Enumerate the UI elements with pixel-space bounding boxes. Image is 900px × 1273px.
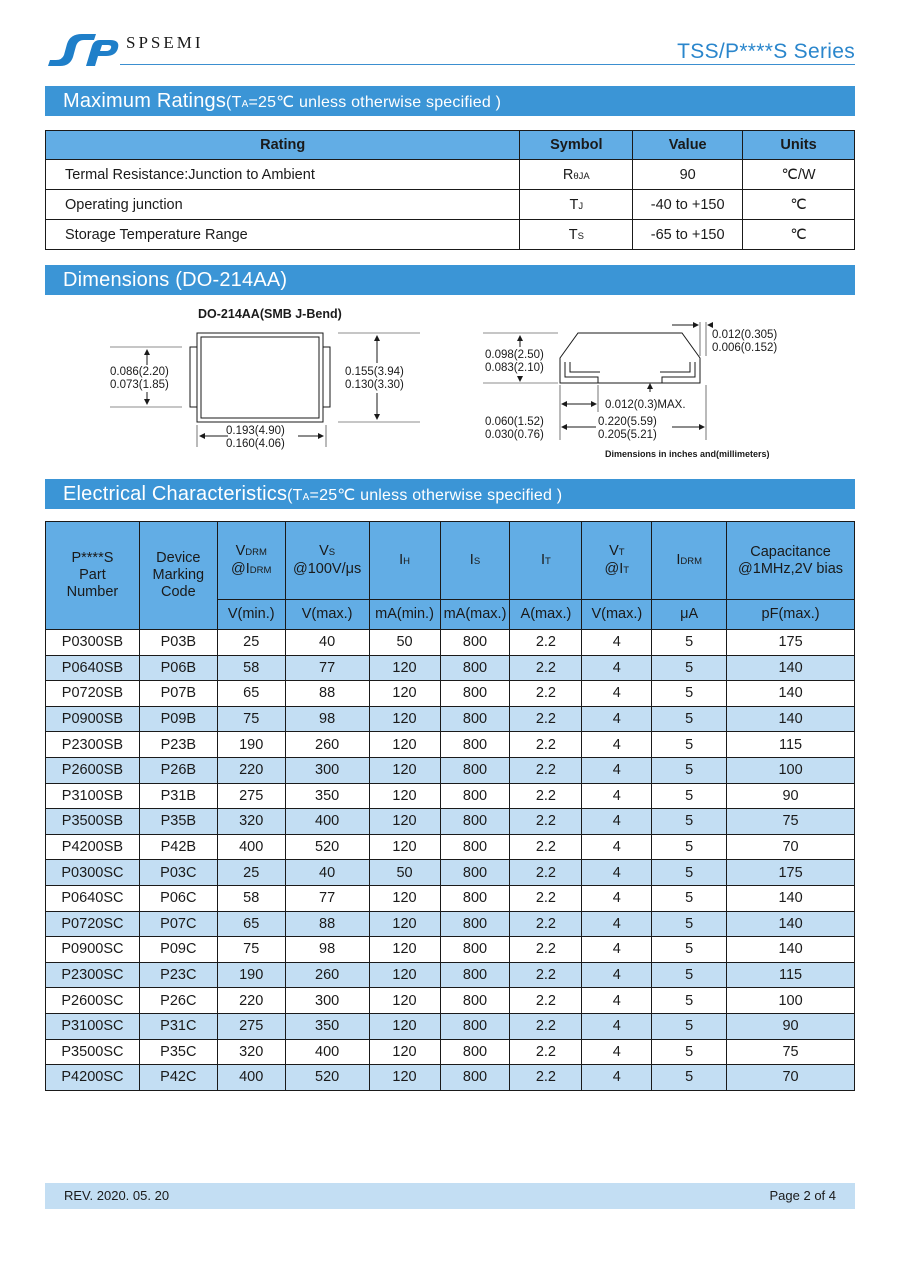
dim-width: 0.155(3.94): [345, 366, 404, 378]
col-vdrm: VDRM @IDRM: [217, 522, 285, 600]
vs-value: 520: [285, 1065, 369, 1091]
capacitance-value: 140: [727, 911, 855, 937]
is-value: 800: [440, 834, 510, 860]
ih-value: 120: [369, 937, 440, 963]
electrical-table-body: [46, 630, 855, 1091]
it-value: 2.2: [510, 911, 582, 937]
idrm-value: 5: [652, 1039, 727, 1065]
package-label: DO-214AA(SMB J-Bend): [198, 307, 342, 321]
unit-cell: V(max.): [582, 600, 652, 630]
is-value: 800: [440, 809, 510, 835]
spsemi-logo: [46, 32, 130, 68]
it-value: 2.2: [510, 937, 582, 963]
vs-value: 88: [285, 681, 369, 707]
is-value: 800: [440, 630, 510, 656]
vdrm-value: 275: [217, 1013, 285, 1039]
part-number: P0640SB: [46, 655, 140, 681]
vdrm-value: 75: [217, 937, 285, 963]
vt-value: 4: [582, 834, 652, 860]
vt-value: 4: [582, 1065, 652, 1091]
is-value: 800: [440, 1013, 510, 1039]
rating-symbol: RθJA: [520, 160, 633, 190]
max-ratings-header: [45, 86, 855, 116]
marking-code: P26B: [139, 757, 217, 783]
table-row: [46, 1039, 855, 1065]
idrm-value: 5: [652, 655, 727, 681]
part-number: P0900SC: [46, 937, 140, 963]
marking-code: P42B: [139, 834, 217, 860]
idrm-value: 5: [652, 937, 727, 963]
unit-cell: mA(min.): [369, 600, 440, 630]
is-value: 800: [440, 757, 510, 783]
vs-value: 400: [285, 1039, 369, 1065]
dim-length: 0.193(4.90): [226, 425, 285, 437]
part-number: P0720SC: [46, 911, 140, 937]
ih-value: 120: [369, 732, 440, 758]
revision-label: REV. 2020. 05. 20: [64, 1188, 170, 1203]
dim-lead-thickness: 0.012(0.305): [712, 329, 778, 341]
ih-value: 120: [369, 885, 440, 911]
vdrm-value: 220: [217, 988, 285, 1014]
marking-code: P03B: [139, 630, 217, 656]
rating-unit: ℃/W: [743, 160, 855, 190]
is-value: 800: [440, 732, 510, 758]
it-value: 2.2: [510, 1013, 582, 1039]
vt-value: 4: [582, 937, 652, 963]
vt-value: 4: [582, 630, 652, 656]
vt-value: 4: [582, 988, 652, 1014]
vs-value: 350: [285, 1013, 369, 1039]
rating-value: -40 to +150: [633, 190, 743, 220]
vt-value: 4: [582, 860, 652, 886]
table-row: [46, 1065, 855, 1091]
vdrm-value: 25: [217, 860, 285, 886]
max-ratings-title: Maximum Ratings: [63, 90, 227, 112]
marking-code: P09B: [139, 706, 217, 732]
dim-lead-thickness-min: 0.006(0.152): [712, 342, 778, 354]
dim-max: 0.012(0.3)MAX.: [605, 399, 686, 411]
rating-name: Termal Resistance:Junction to Ambient: [46, 160, 520, 190]
vdrm-value: 58: [217, 655, 285, 681]
vdrm-value: 275: [217, 783, 285, 809]
col-is: IS: [440, 522, 510, 600]
rating-name: Operating junction: [46, 190, 520, 220]
marking-code: P26C: [139, 988, 217, 1014]
capacitance-value: 90: [727, 783, 855, 809]
vs-value: 98: [285, 937, 369, 963]
idrm-value: 5: [652, 885, 727, 911]
page-footer: [45, 1183, 855, 1209]
ih-value: 120: [369, 1065, 440, 1091]
dim-total-min: 0.205(5.21): [598, 429, 657, 441]
idrm-value: 5: [652, 911, 727, 937]
vt-value: 4: [582, 809, 652, 835]
col-it: IT: [510, 522, 582, 600]
ih-value: 120: [369, 911, 440, 937]
ih-value: 120: [369, 962, 440, 988]
ih-value: 120: [369, 783, 440, 809]
ih-value: 120: [369, 988, 440, 1014]
vdrm-value: 400: [217, 1065, 285, 1091]
rating-unit: ℃: [743, 220, 855, 250]
idrm-value: 5: [652, 1065, 727, 1091]
vt-value: 4: [582, 783, 652, 809]
table-row: [46, 988, 855, 1014]
col-capacitance: Capacitance @1MHz,2V bias: [727, 522, 855, 600]
is-value: 800: [440, 988, 510, 1014]
vt-value: 4: [582, 1039, 652, 1065]
marking-code: P35C: [139, 1039, 217, 1065]
capacitance-value: 175: [727, 860, 855, 886]
dim-side-height-min: 0.083(2.10): [485, 362, 544, 374]
dim-total: 0.220(5.59): [598, 416, 657, 428]
vs-value: 350: [285, 783, 369, 809]
vs-value: 520: [285, 834, 369, 860]
col-symbol: Symbol: [520, 131, 633, 160]
electrical-table: [45, 521, 855, 1091]
vt-value: 4: [582, 962, 652, 988]
table-row: [46, 706, 855, 732]
is-value: 800: [440, 681, 510, 707]
capacitance-value: 140: [727, 937, 855, 963]
rating-name: Storage Temperature Range: [46, 220, 520, 250]
table-row: [46, 757, 855, 783]
part-number: P4200SB: [46, 834, 140, 860]
part-number: P3100SC: [46, 1013, 140, 1039]
brand-name: SPSEMI: [126, 33, 204, 52]
table-row: [46, 655, 855, 681]
part-number: P0900SB: [46, 706, 140, 732]
capacitance-value: 115: [727, 962, 855, 988]
part-number: P3100SB: [46, 783, 140, 809]
ih-value: 120: [369, 757, 440, 783]
ih-value: 120: [369, 655, 440, 681]
package-dimension-drawing: [100, 300, 820, 465]
col-rating: Rating: [46, 131, 520, 160]
vdrm-value: 25: [217, 630, 285, 656]
dim-foot: 0.060(1.52): [485, 416, 544, 428]
it-value: 2.2: [510, 809, 582, 835]
capacitance-value: 140: [727, 885, 855, 911]
vs-value: 260: [285, 962, 369, 988]
vs-value: 40: [285, 860, 369, 886]
vt-value: 4: [582, 681, 652, 707]
idrm-value: 5: [652, 681, 727, 707]
electrical-cond: (TA=25℃ unless otherwise specified ): [287, 487, 563, 504]
table-row: [46, 190, 855, 220]
it-value: 2.2: [510, 630, 582, 656]
capacitance-value: 175: [727, 630, 855, 656]
idrm-value: 5: [652, 732, 727, 758]
vt-value: 4: [582, 885, 652, 911]
electrical-header-row: [46, 522, 855, 600]
table-row: [46, 1013, 855, 1039]
rating-unit: ℃: [743, 190, 855, 220]
marking-code: P09C: [139, 937, 217, 963]
part-number: P4200SC: [46, 1065, 140, 1091]
vdrm-value: 65: [217, 911, 285, 937]
vdrm-value: 75: [217, 706, 285, 732]
dim-height-min: 0.073(1.85): [110, 379, 169, 391]
table-row: [46, 732, 855, 758]
ih-value: 120: [369, 834, 440, 860]
vs-value: 260: [285, 732, 369, 758]
table-row: [46, 834, 855, 860]
vs-value: 400: [285, 809, 369, 835]
vt-value: 4: [582, 757, 652, 783]
capacitance-value: 100: [727, 757, 855, 783]
ih-value: 120: [369, 1039, 440, 1065]
vs-value: 77: [285, 885, 369, 911]
table-row: [46, 962, 855, 988]
part-number: P2600SC: [46, 988, 140, 1014]
is-value: 800: [440, 783, 510, 809]
rating-value: -65 to +150: [633, 220, 743, 250]
unit-cell: V(max.): [285, 600, 369, 630]
capacitance-value: 70: [727, 1065, 855, 1091]
dimensions-header: [45, 265, 855, 295]
ih-value: 120: [369, 706, 440, 732]
marking-code: P06C: [139, 885, 217, 911]
vs-value: 300: [285, 757, 369, 783]
unit-cell: V(min.): [217, 600, 285, 630]
dim-note: Dimensions in inches and(millimeters): [605, 449, 770, 459]
vs-value: 40: [285, 630, 369, 656]
unit-cell: mA(max.): [440, 600, 510, 630]
idrm-value: 5: [652, 962, 727, 988]
is-value: 800: [440, 655, 510, 681]
is-value: 800: [440, 911, 510, 937]
idrm-value: 5: [652, 630, 727, 656]
vt-value: 4: [582, 732, 652, 758]
unit-cell: μA: [652, 600, 727, 630]
idrm-value: 5: [652, 809, 727, 835]
table-row: [46, 160, 855, 190]
vt-value: 4: [582, 1013, 652, 1039]
is-value: 800: [440, 1039, 510, 1065]
table-row: [46, 809, 855, 835]
is-value: 800: [440, 885, 510, 911]
rating-symbol: TS: [520, 220, 633, 250]
table-row: [46, 681, 855, 707]
is-value: 800: [440, 860, 510, 886]
electrical-header: [45, 479, 855, 509]
col-idrm: IDRM: [652, 522, 727, 600]
it-value: 2.2: [510, 834, 582, 860]
it-value: 2.2: [510, 681, 582, 707]
vdrm-value: 220: [217, 757, 285, 783]
part-number: P3500SB: [46, 809, 140, 835]
table-row: [46, 860, 855, 886]
it-value: 2.2: [510, 885, 582, 911]
marking-code: P06B: [139, 655, 217, 681]
ih-value: 120: [369, 681, 440, 707]
idrm-value: 5: [652, 757, 727, 783]
it-value: 2.2: [510, 732, 582, 758]
part-number: P2300SB: [46, 732, 140, 758]
it-value: 2.2: [510, 783, 582, 809]
idrm-value: 5: [652, 1013, 727, 1039]
capacitance-value: 90: [727, 1013, 855, 1039]
side-view-body: [560, 333, 700, 383]
part-number: P0300SB: [46, 630, 140, 656]
vdrm-value: 400: [217, 834, 285, 860]
dim-side-height: 0.098(2.50): [485, 349, 544, 361]
top-view-body: [197, 333, 323, 422]
ih-value: 120: [369, 1013, 440, 1039]
ratings-header-row: [46, 131, 855, 160]
ih-value: 50: [369, 630, 440, 656]
vt-value: 4: [582, 655, 652, 681]
ih-value: 120: [369, 809, 440, 835]
vs-value: 98: [285, 706, 369, 732]
marking-code: P31C: [139, 1013, 217, 1039]
vdrm-value: 320: [217, 809, 285, 835]
col-value: Value: [633, 131, 743, 160]
vdrm-value: 65: [217, 681, 285, 707]
idrm-value: 5: [652, 706, 727, 732]
marking-code: P23B: [139, 732, 217, 758]
capacitance-value: 75: [727, 809, 855, 835]
idrm-value: 5: [652, 783, 727, 809]
marking-code: P23C: [139, 962, 217, 988]
max-ratings-table: [45, 130, 855, 250]
it-value: 2.2: [510, 1039, 582, 1065]
is-value: 800: [440, 937, 510, 963]
it-value: 2.2: [510, 757, 582, 783]
dim-length-min: 0.160(4.06): [226, 438, 285, 450]
vdrm-value: 190: [217, 732, 285, 758]
top-view-lead-right: [323, 347, 330, 407]
part-number: P0640SC: [46, 885, 140, 911]
marking-code: P31B: [139, 783, 217, 809]
col-marking-code: Device Marking Code: [139, 522, 217, 630]
table-row: [46, 630, 855, 656]
vs-value: 300: [285, 988, 369, 1014]
idrm-value: 5: [652, 988, 727, 1014]
table-row: [46, 911, 855, 937]
capacitance-value: 75: [727, 1039, 855, 1065]
dimensions-title: Dimensions (DO-214AA): [63, 269, 288, 291]
col-ih: IH: [369, 522, 440, 600]
capacitance-value: 140: [727, 681, 855, 707]
table-row: [46, 783, 855, 809]
vs-value: 77: [285, 655, 369, 681]
col-vs: VS @100V/μs: [285, 522, 369, 600]
part-number: P0300SC: [46, 860, 140, 886]
table-row: [46, 885, 855, 911]
vs-value: 88: [285, 911, 369, 937]
part-number: P2600SB: [46, 757, 140, 783]
unit-cell: pF(max.): [727, 600, 855, 630]
dim-width-min: 0.130(3.30): [345, 379, 404, 391]
ih-value: 50: [369, 860, 440, 886]
capacitance-value: 140: [727, 655, 855, 681]
top-view-lead-left: [190, 347, 197, 407]
marking-code: P07C: [139, 911, 217, 937]
part-number: P2300SC: [46, 962, 140, 988]
it-value: 2.2: [510, 860, 582, 886]
part-number: P3500SC: [46, 1039, 140, 1065]
idrm-value: 5: [652, 860, 727, 886]
vt-value: 4: [582, 911, 652, 937]
idrm-value: 5: [652, 834, 727, 860]
marking-code: P42C: [139, 1065, 217, 1091]
is-value: 800: [440, 706, 510, 732]
table-row: [46, 937, 855, 963]
it-value: 2.2: [510, 706, 582, 732]
capacitance-value: 140: [727, 706, 855, 732]
table-row: [46, 220, 855, 250]
electrical-title: Electrical Characteristics: [63, 483, 288, 505]
col-units: Units: [743, 131, 855, 160]
marking-code: P03C: [139, 860, 217, 886]
it-value: 2.2: [510, 1065, 582, 1091]
it-value: 2.2: [510, 962, 582, 988]
vt-value: 4: [582, 706, 652, 732]
rating-value: 90: [633, 160, 743, 190]
it-value: 2.2: [510, 988, 582, 1014]
marking-code: P35B: [139, 809, 217, 835]
is-value: 800: [440, 1065, 510, 1091]
page-number: Page 2 of 4: [769, 1188, 836, 1203]
vdrm-value: 320: [217, 1039, 285, 1065]
vdrm-value: 190: [217, 962, 285, 988]
col-vt: VT @IT: [582, 522, 652, 600]
capacitance-value: 115: [727, 732, 855, 758]
it-value: 2.2: [510, 655, 582, 681]
part-number: P0720SB: [46, 681, 140, 707]
dim-foot-min: 0.030(0.76): [485, 429, 544, 441]
vdrm-value: 58: [217, 885, 285, 911]
max-ratings-cond: (TA=25℃ unless otherwise specified ): [226, 94, 502, 111]
col-part-number: P****S Part Number: [46, 522, 140, 630]
series-title: TSS/P****S Series: [677, 40, 855, 63]
rating-symbol: TJ: [520, 190, 633, 220]
capacitance-value: 100: [727, 988, 855, 1014]
capacitance-value: 70: [727, 834, 855, 860]
header-divider: [120, 64, 855, 65]
is-value: 800: [440, 962, 510, 988]
unit-cell: A(max.): [510, 600, 582, 630]
dim-height: 0.086(2.20): [110, 366, 169, 378]
marking-code: P07B: [139, 681, 217, 707]
